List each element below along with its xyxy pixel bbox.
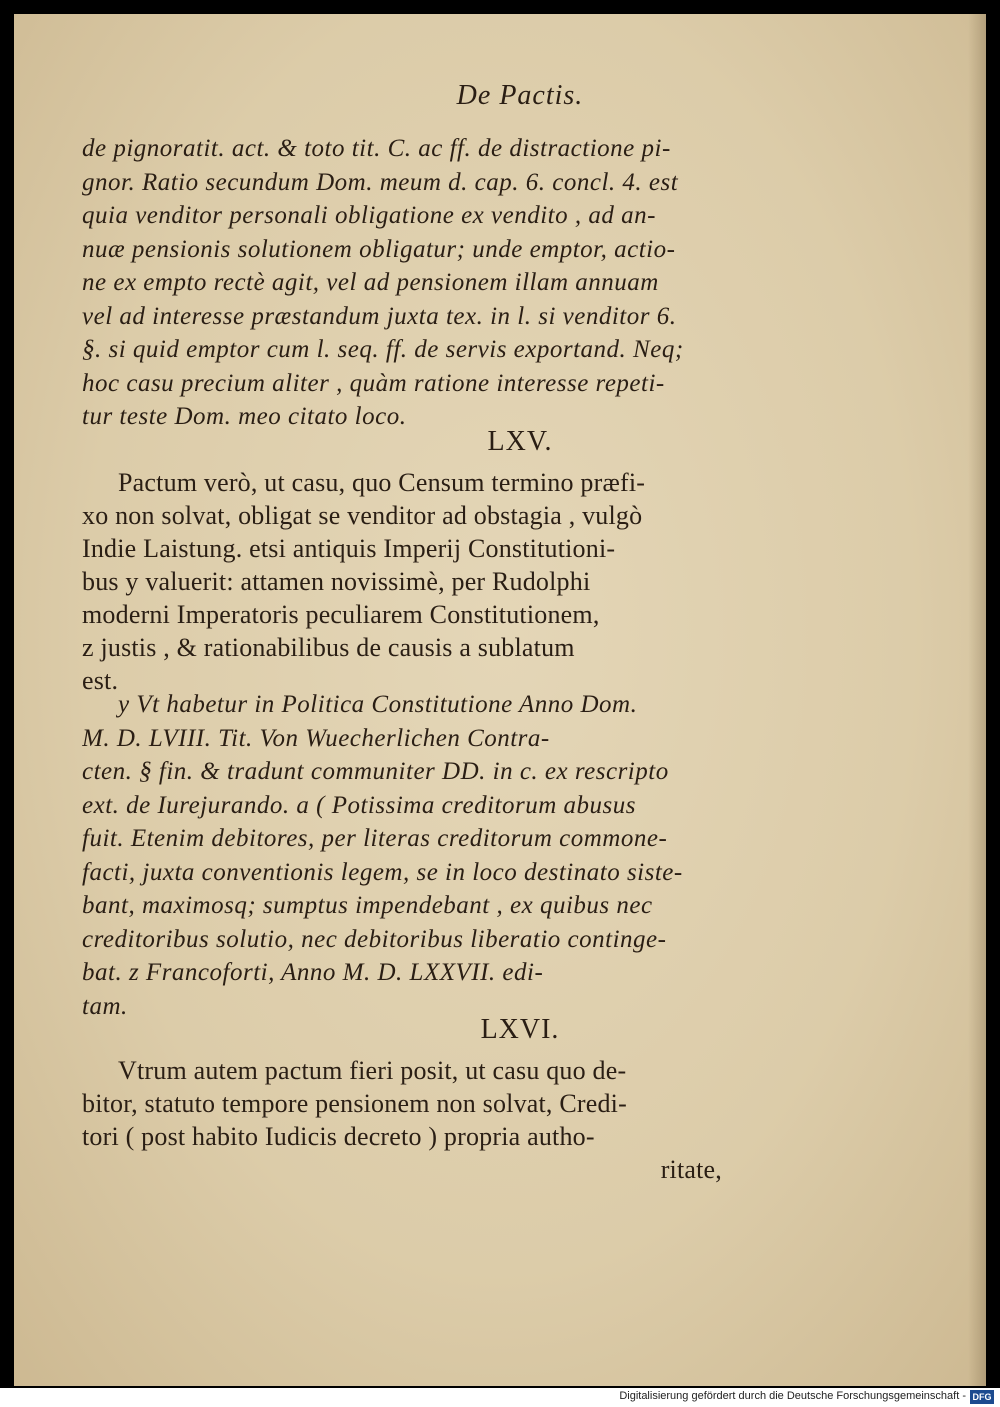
note-line: tam. <box>82 992 128 1020</box>
catchword: ritate, <box>660 1155 722 1184</box>
note-line: bat. z Francoforti, Anno M. D. LXXVII. edi- <box>82 959 544 986</box>
funding-notice: Digitalisierung gefördert durch die Deutsche Forschungsgemeinschaft - <box>619 1390 966 1402</box>
section-1 <box>82 132 722 434</box>
section-2-line: z justis , & rationabilibus de causis a sublatum <box>82 633 575 662</box>
section-2-line: moderni Imperatoris peculiarem Constitutionem, <box>82 600 600 629</box>
section-1-line: quia venditor personali obligatione ex vendito , ad an- <box>82 202 656 229</box>
note-line: fuit. Etenim debitores, per literas creditorum commone- <box>82 825 668 852</box>
running-head: De Pactis. <box>456 80 584 111</box>
section-1-line: ne ex empto rectè agit, vel ad pensionem illam annuam <box>82 269 659 296</box>
section-4 <box>82 1054 722 1186</box>
note-line: ext. de Iurejurando. a ( Potissima creditorum abusus <box>82 791 636 819</box>
section-2-line: xo non solvat, obligat se venditor ad obstagia , vulgò <box>82 501 643 530</box>
section-3-notes <box>82 688 722 1023</box>
section-4-line: Vtrum autem pactum fieri posit, ut casu quo de- <box>118 1056 627 1085</box>
section-heading-lxv: LXV. <box>487 426 553 457</box>
section-4-line: tori ( post habito Iudicis decreto ) propria autho- <box>82 1122 595 1151</box>
section-4-line: bitor, statuto tempore pensionem non solvat, Credi- <box>82 1089 627 1118</box>
section-2-line: Indie Laistung. etsi antiquis Imperij Constitutioni- <box>82 534 616 563</box>
note-line: facti, juxta conventionis legem, se in loco destinato siste- <box>82 858 683 886</box>
note-line: y Vt habetur in Politica Constitutione Anno Dom. <box>118 691 638 718</box>
book-page <box>14 14 986 1386</box>
note-line: bant, maximosq; sumptus impendebant , ex quibus nec <box>82 892 653 919</box>
section-1-line: tur teste Dom. meo citato loco. <box>82 403 407 430</box>
note-line: M. D. LVIII. Tit. Von Wuecherlichen Contra- <box>82 724 550 752</box>
section-2 <box>82 466 722 697</box>
section-2-line: est. <box>82 666 119 695</box>
footer-bar <box>0 1388 1000 1407</box>
section-heading-lxvi: LXVI. <box>480 1014 560 1045</box>
section-2-line: bus y valuerit: attamen novissimè, per Rudolphi <box>82 567 591 596</box>
section-1-line: nuæ pensionis solutionem obligatur; unde emptor, actio- <box>82 235 676 263</box>
note-line: creditoribus solutio, nec debitoribus liberatio continge- <box>82 925 667 953</box>
note-line: cten. § fin. & tradunt communiter DD. in c. ex rescripto <box>82 758 669 785</box>
section-1-line: hoc casu precium aliter , quàm ratione interesse repeti- <box>82 369 665 397</box>
section-1-line: vel ad interesse præstandum juxta tex. in l. si venditor 6. <box>82 302 677 330</box>
page-edge-shadow <box>968 14 986 1386</box>
section-1-line: de pignoratit. act. & toto tit. C. ac ff. de distractione pi- <box>82 135 671 162</box>
dfg-logo-icon: DFG <box>970 1390 994 1404</box>
section-1-line: §. si quid emptor cum l. seq. ff. de servis exportand. Neq; <box>82 336 684 363</box>
section-2-line: Pactum verò, ut casu, quo Censum termino præfi- <box>118 468 646 497</box>
section-1-line: gnor. Ratio secundum Dom. meum d. cap. 6. concl. 4. est <box>82 168 679 196</box>
